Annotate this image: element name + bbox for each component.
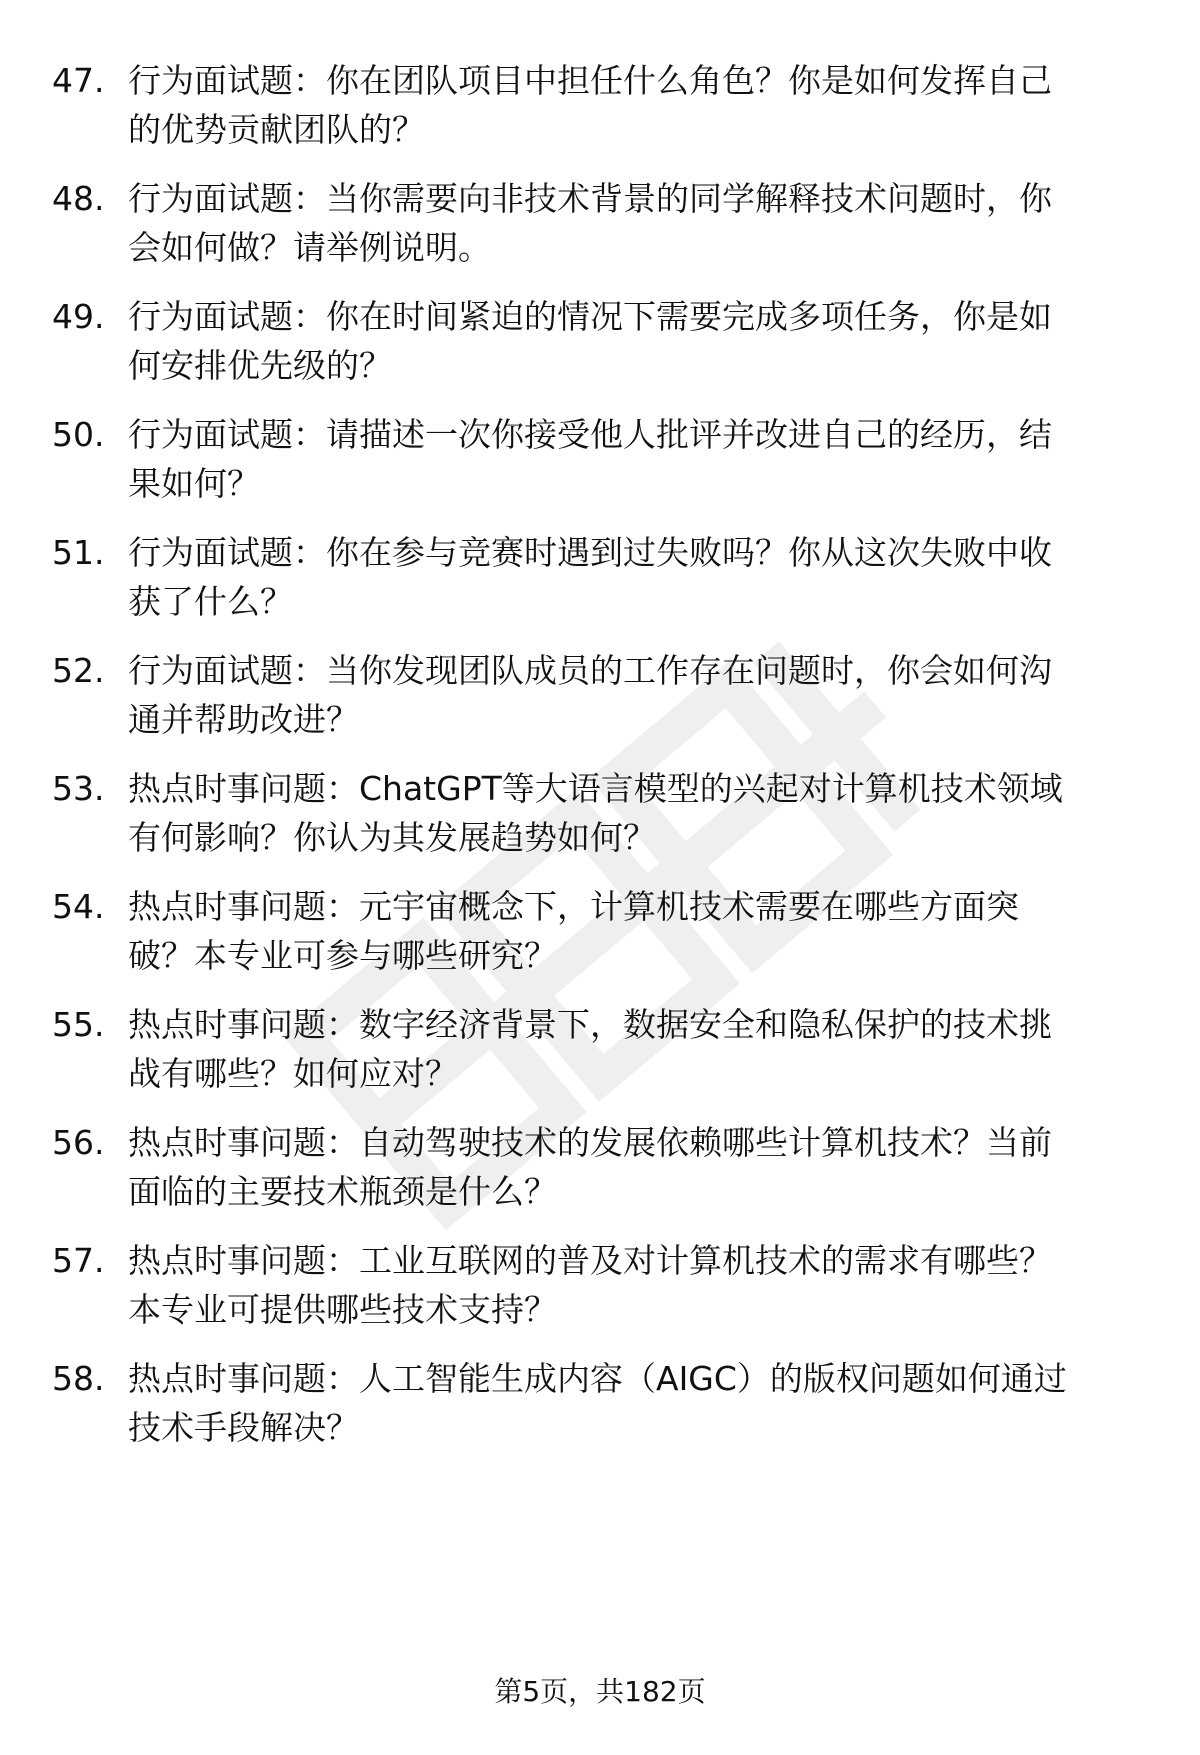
- question-number: 52.: [52, 651, 105, 690]
- question-line: 热点时事问题：ChatGPT等大语言模型的兴起对计算机技术领域: [128, 769, 1063, 808]
- question-line: 本专业可提供哪些技术支持？: [128, 1290, 557, 1329]
- question-line: 通并帮助改进？: [128, 700, 359, 739]
- list-item: [0, 528, 1200, 638]
- list-item: [0, 56, 1200, 166]
- list-item: [0, 764, 1200, 874]
- question-line: 热点时事问题：自动驾驶技术的发展依赖哪些计算机技术？当前: [128, 1123, 1052, 1162]
- question-text: [128, 1236, 1158, 1334]
- question-number: 56.: [52, 1123, 105, 1162]
- question-text: [128, 764, 1158, 862]
- question-number: 54.: [52, 887, 105, 926]
- question-number: 50.: [52, 415, 105, 454]
- question-line: 行为面试题：你在团队项目中担任什么角色？你是如何发挥自己: [128, 61, 1052, 100]
- page-indicator: 第5页，共182页: [494, 1675, 706, 1708]
- question-line: 热点时事问题：人工智能生成内容（AIGC）的版权问题如何通过: [128, 1359, 1067, 1398]
- question-number: 51.: [52, 533, 105, 572]
- question-text: [128, 292, 1158, 390]
- question-line: 战有哪些？如何应对？: [128, 1054, 458, 1093]
- question-number: 47.: [52, 61, 105, 100]
- question-line: 行为面试题：当你需要向非技术背景的同学解释技术问题时，你: [128, 179, 1052, 218]
- question-text: [128, 646, 1158, 744]
- question-line: 热点时事问题：工业互联网的普及对计算机技术的需求有哪些？: [128, 1241, 1052, 1280]
- question-number: 58.: [52, 1359, 105, 1398]
- list-item: [0, 174, 1200, 284]
- question-line: 热点时事问题：数字经济背景下，数据安全和隐私保护的技术挑: [128, 1005, 1052, 1044]
- list-item: [0, 1236, 1200, 1346]
- question-number: 48.: [52, 179, 105, 218]
- list-item: [0, 882, 1200, 992]
- question-text: [128, 1118, 1158, 1216]
- question-line: 获了什么？: [128, 582, 293, 621]
- question-line: 热点时事问题：元宇宙概念下，计算机技术需要在哪些方面突: [128, 887, 1019, 926]
- question-text: [128, 174, 1158, 272]
- question-line: 行为面试题：你在参与竞赛时遇到过失败吗？你从这次失败中收: [128, 533, 1052, 572]
- list-item: [0, 1118, 1200, 1228]
- question-text: [128, 1354, 1158, 1452]
- question-text: [128, 528, 1158, 626]
- question-line: 的优势贡献团队的？: [128, 110, 425, 149]
- question-line: 果如何？: [128, 464, 260, 503]
- list-item: [0, 646, 1200, 756]
- question-number: 53.: [52, 769, 105, 808]
- question-line: 何安排优先级的？: [128, 346, 392, 385]
- question-line: 会如何做？请举例说明。: [128, 228, 491, 267]
- question-text: [128, 56, 1158, 154]
- question-line: 技术手段解决？: [128, 1408, 359, 1447]
- question-line: 行为面试题：当你发现团队成员的工作存在问题时，你会如何沟: [128, 651, 1052, 690]
- list-item: [0, 292, 1200, 402]
- question-text: [128, 410, 1158, 508]
- list-item: [0, 410, 1200, 520]
- question-line: 有何影响？你认为其发展趋势如何？: [128, 818, 656, 857]
- question-number: 49.: [52, 297, 105, 336]
- question-number: 55.: [52, 1005, 105, 1044]
- question-line: 破？本专业可参与哪些研究？: [128, 936, 557, 975]
- question-line: 行为面试题：你在时间紧迫的情况下需要完成多项任务，你是如: [128, 297, 1052, 336]
- question-text: [128, 1000, 1158, 1098]
- list-item: [0, 1354, 1200, 1464]
- list-item: [0, 1000, 1200, 1110]
- question-number: 57.: [52, 1241, 105, 1280]
- question-text: [128, 882, 1158, 980]
- question-line: 行为面试题：请描述一次你接受他人批评并改进自己的经历，结: [128, 415, 1052, 454]
- question-line: 面临的主要技术瓶颈是什么？: [128, 1172, 557, 1211]
